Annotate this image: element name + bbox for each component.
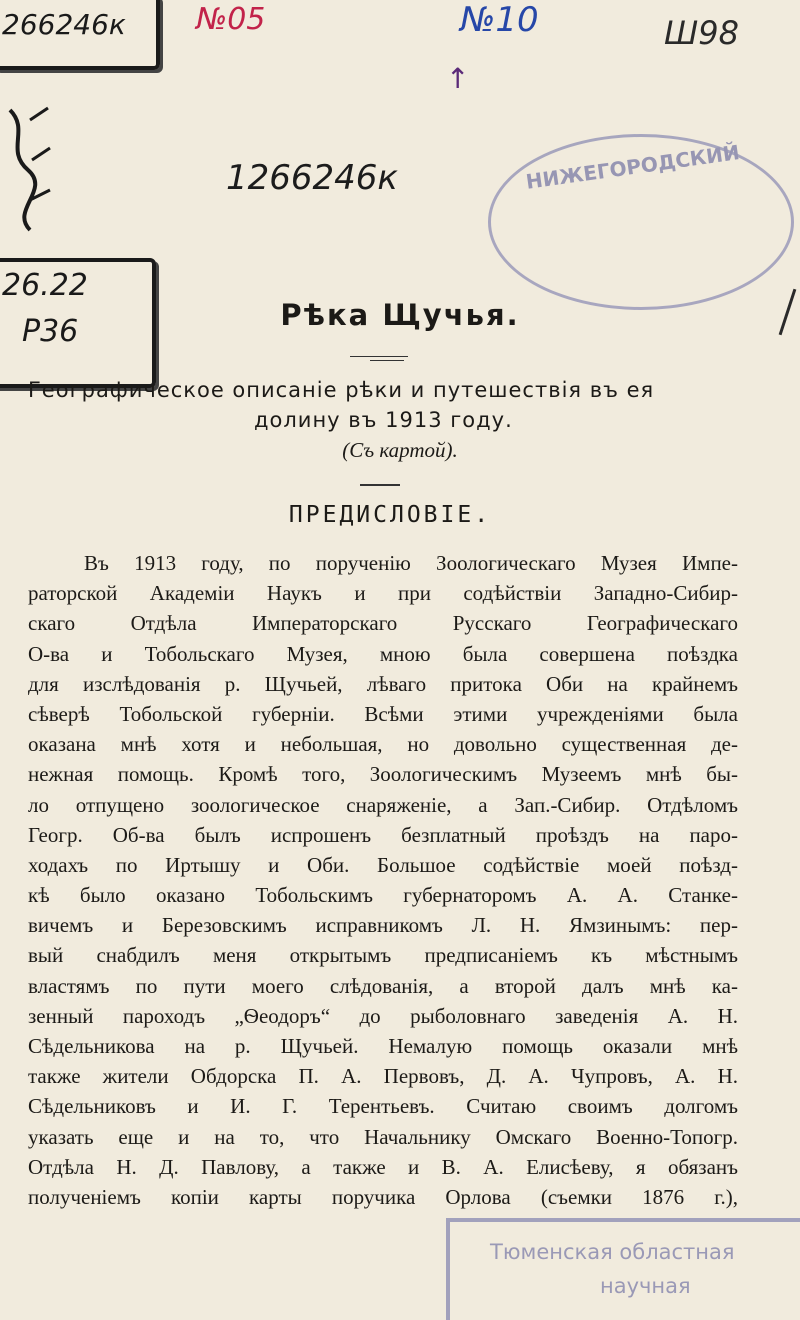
body-line: полученіемъ копіи карты поручика Орлова (съемки 1876 г.), bbox=[28, 1184, 738, 1209]
document-title: Рѣка Щучья. bbox=[280, 298, 520, 332]
margin-scribble-icon bbox=[0, 100, 60, 260]
body-line: раторской Академіи Наукъ и при содѣйствіи Западно-Сибир- bbox=[28, 581, 738, 606]
body-line: Отдѣла Н. Д. Павлову, а также и В. А. Елисѣеву, я обязанъ bbox=[28, 1154, 738, 1179]
body-line: властямъ по пути моего слѣдованія, а второй далъ мнѣ ка- bbox=[28, 973, 738, 998]
title-rule bbox=[350, 356, 408, 357]
body-line: сѣверѣ Тобольской губерніи. Всѣми этими учрежденіями была bbox=[28, 701, 738, 726]
body-line: ходахъ по Иртышу и Оби. Большое содѣйствіе моей поѣзд- bbox=[28, 852, 738, 877]
body-line: оказана мнѣ хотя и небольшая, но довольно существенная де- bbox=[28, 732, 738, 757]
body-line: Въ 1913 году, по порученію Зоологическаго Музея Импе- bbox=[84, 551, 738, 575]
library-stamp-bottom bbox=[446, 1218, 800, 1320]
inventory-label-text: 266246к bbox=[2, 8, 126, 41]
body-line: также жители Обдорска П. А. Первовъ, Д. А. Чупровъ, А. Н. bbox=[28, 1064, 738, 1089]
body-line: скаго Отдѣла Императорскаго Русскаго Географическаго bbox=[28, 611, 738, 636]
body-line: ло отпущено зоологическое снаряженіе, а Зап.-Сибир. Отдѣломъ bbox=[28, 792, 738, 817]
body-line: для изслѣдованія р. Щучьей, лѣваго притока Оби на крайнемъ bbox=[28, 671, 738, 696]
body-line: Сѣдельникова на р. Щучьей. Немалую помощь оказали мнѣ bbox=[28, 1034, 738, 1058]
library-stamp-top-text: НИЖЕГОРОДСКИЙ bbox=[524, 140, 741, 194]
note-mark: ↑ bbox=[446, 62, 470, 95]
section-rule bbox=[360, 484, 400, 486]
map-note: (Съ картой). bbox=[342, 438, 458, 462]
subtitle-line-1: Географическое описаніе рѣки и путешествія въ ея bbox=[28, 378, 655, 402]
body-line: Сѣдельниковъ и И. Г. Терентьевъ. Считаю своимъ долгомъ bbox=[28, 1094, 738, 1119]
note-blue: №10 bbox=[460, 0, 539, 40]
title-rule-2 bbox=[370, 360, 404, 361]
body-line: О-ва и Тобольскаго Музея, мною была совершена поѣздка bbox=[28, 641, 738, 666]
body-text bbox=[28, 548, 738, 1212]
body-line: вичемъ и Березовскимъ исправникомъ Л. Н. Ямзинымъ: пер- bbox=[28, 913, 738, 938]
subtitle-line-2: долину въ 1913 году. bbox=[254, 408, 513, 432]
library-stamp-bottom-line-2: научная bbox=[600, 1274, 691, 1298]
body-line: вый снабдилъ меня открытымъ предписаніемъ къ мѣстнымъ bbox=[28, 943, 738, 968]
library-stamp-bottom-line-1: Тюменская областная bbox=[490, 1240, 735, 1264]
shelf-mark-top: 26.22 bbox=[2, 268, 88, 303]
library-stamp-top bbox=[488, 134, 794, 310]
body-line: Геогр. Об-ва былъ испрошенъ безплатный проѣздъ на паро- bbox=[28, 822, 738, 847]
body-line: кѣ было оказано Тобольскимъ губернаторомъ А. А. Станке- bbox=[28, 883, 738, 908]
note-top: №05 bbox=[196, 2, 266, 37]
body-line: нежная помощь. Кромѣ того, Зоологическимъ Музеемъ мнѣ бы- bbox=[28, 762, 738, 787]
shelf-mark-bottom: Р36 bbox=[22, 314, 79, 349]
inventory-number: 1266246к bbox=[226, 158, 398, 198]
body-line: зенный пароходъ „Ѳеодоръ“ до рыболовнаго заведенія А. Н. bbox=[28, 1003, 738, 1028]
body-line: указать еще и на то, что Начальнику Омскаго Военно-Топогр. bbox=[28, 1124, 738, 1149]
note-right: Ш98 bbox=[664, 14, 739, 52]
section-heading: ПРЕДИСЛОВІЕ. bbox=[288, 502, 492, 528]
